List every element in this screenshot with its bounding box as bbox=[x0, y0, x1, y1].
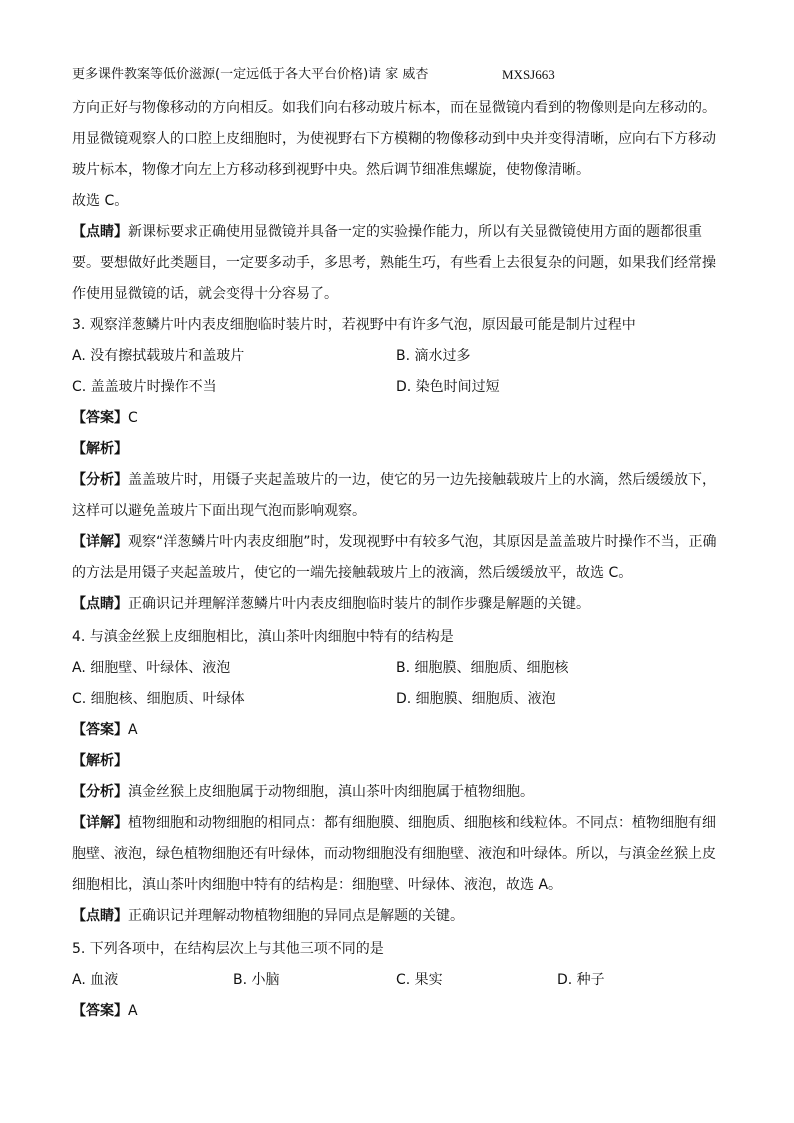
q4-option-a: A. 细胞壁、叶绿体、液泡 bbox=[72, 660, 231, 676]
q5-option-a: A. 血液 bbox=[72, 972, 119, 988]
page-header bbox=[72, 65, 555, 85]
answer-tag: 【答案】 bbox=[72, 1003, 128, 1019]
xiangjie-text: 植物细胞和动物细胞的相同点：都有细胞膜、细胞质、细胞核和线粒体。不同点：植物细胞有细 bbox=[128, 815, 716, 831]
paragraph-line: 要。要想做好此类题目，一定要多动手，多思考，熟能生巧，有些看上去很复杂的问题，如果我们经常操 bbox=[72, 255, 716, 271]
q5-option-d: D. 种子 bbox=[557, 972, 605, 988]
paragraph-line: 的方法是用镊子夹起盖玻片，使它的一端先接触载玻片上的液滴，然后缓缓放平，故选 C。 bbox=[72, 565, 633, 581]
q4-option-c: C. 细胞核、细胞质、叶绿体 bbox=[72, 691, 245, 707]
paragraph-line: 方向正好与物像移动的方向相反。如我们向右移动玻片标本，而在显微镜内看到的物像则是向左移动的。 bbox=[72, 100, 716, 116]
q3-option-c: C. 盖盖玻片时操作不当 bbox=[72, 379, 217, 395]
q3-option-a: A. 没有擦拭载玻片和盖玻片 bbox=[72, 348, 245, 364]
q5-answer bbox=[72, 1001, 138, 1021]
paragraph-line: 胞壁、液泡，绿色植物细胞还有叶绿体，而动物细胞没有细胞壁、液泡和叶绿体。所以，与滇金丝猴上皮 bbox=[72, 846, 716, 862]
dianjing-paragraph bbox=[72, 222, 702, 242]
paragraph-line: 作使用显微镜的话，就会变得十分容易了。 bbox=[72, 286, 338, 302]
answer-value: C bbox=[128, 410, 138, 426]
xiangjie-text: 观察“洋葱鳞片叶内表皮细胞”时，发现视野中有较多气泡，其原因是盖盖玻片时操作不当，正确 bbox=[128, 534, 717, 550]
dianjing-tag: 【点睛】 bbox=[72, 596, 128, 612]
q4-dianjing bbox=[72, 906, 464, 926]
q3-answer bbox=[72, 408, 138, 428]
question-5-stem: 5. 下列各项中，在结构层次上与其他三项不同的是 bbox=[72, 941, 384, 957]
q3-dianjing bbox=[72, 594, 590, 614]
xiangjie-tag: 【详解】 bbox=[72, 815, 128, 831]
q3-option-b: B. 滴水过多 bbox=[396, 348, 471, 364]
fenxi-text: 盖盖玻片时，用镊子夹起盖玻片的一边，使它的另一边先接触载玻片上的水滴，然后缓缓放下， bbox=[128, 472, 716, 488]
dianjing-tag: 【点睛】 bbox=[72, 224, 128, 240]
header-text: 更多课件教案等低价滋源(一定远低于各大平台价格)请 家 威杏 bbox=[72, 67, 429, 82]
question-4-stem: 4. 与滇金丝猴上皮细胞相比，滇山茶叶肉细胞中特有的结构是 bbox=[72, 629, 454, 645]
answer-tag: 【答案】 bbox=[72, 410, 128, 426]
answer-value: A bbox=[128, 1003, 138, 1019]
xiangjie-tag: 【详解】 bbox=[72, 534, 128, 550]
answer-tag: 【答案】 bbox=[72, 722, 128, 738]
dianjing-tag: 【点睛】 bbox=[72, 908, 128, 924]
q5-option-b: B. 小脑 bbox=[233, 972, 280, 988]
q4-fenxi bbox=[72, 782, 534, 802]
q4-xiangjie bbox=[72, 813, 716, 833]
paragraph-line: 玻片标本，物像才向左上方移动移到视野中央。然后调节细准焦螺旋，使物像清晰。 bbox=[72, 162, 590, 178]
fenxi-text: 滇金丝猴上皮细胞属于动物细胞，滇山茶叶肉细胞属于植物细胞。 bbox=[128, 784, 534, 800]
dianjing-text: 正确识记并理解洋葱鳞片叶内表皮细胞临时装片的制作步骤是解题的关键。 bbox=[128, 596, 590, 612]
dianjing-text: 正确识记并理解动物植物细胞的异同点是解题的关键。 bbox=[128, 908, 464, 924]
q4-answer bbox=[72, 720, 138, 740]
q5-option-c: C. 果实 bbox=[396, 972, 443, 988]
question-3-stem: 3. 观察洋葱鳞片叶内表皮细胞临时装片时，若视野中有许多气泡，原因最可能是制片过程中 bbox=[72, 317, 636, 333]
q4-option-d: D. 细胞膜、细胞质、液泡 bbox=[396, 691, 556, 707]
answer-value: A bbox=[128, 722, 138, 738]
dianjing-text: 新课标要求正确使用显微镜并具备一定的实验操作能力，所以有关显微镜使用方面的题都很重 bbox=[128, 224, 702, 240]
q3-option-d: D. 染色时间过短 bbox=[396, 379, 500, 395]
q4-jiexi-tag: 【解析】 bbox=[72, 753, 128, 769]
paragraph-line: 这样可以避免盖玻片下面出现气泡而影响观察。 bbox=[72, 503, 366, 519]
paragraph-line: 细胞相比，滇山茶叶肉细胞中特有的结构是：细胞壁、叶绿体、液泡，故选 A。 bbox=[72, 877, 563, 893]
q3-fenxi bbox=[72, 470, 716, 490]
paragraph-line: 故选 C。 bbox=[72, 193, 129, 209]
fenxi-tag: 【分析】 bbox=[72, 472, 128, 488]
q4-option-b: B. 细胞膜、细胞质、细胞核 bbox=[396, 660, 569, 676]
q3-xiangjie bbox=[72, 532, 717, 552]
header-code: MXSJ663 bbox=[502, 67, 555, 82]
q3-jiexi-tag: 【解析】 bbox=[72, 441, 128, 457]
paragraph-line: 用显微镜观察人的口腔上皮细胞时，为使视野右下方模糊的物像移动到中央并变得清晰，应向右下方移动 bbox=[72, 131, 716, 147]
fenxi-tag: 【分析】 bbox=[72, 784, 128, 800]
